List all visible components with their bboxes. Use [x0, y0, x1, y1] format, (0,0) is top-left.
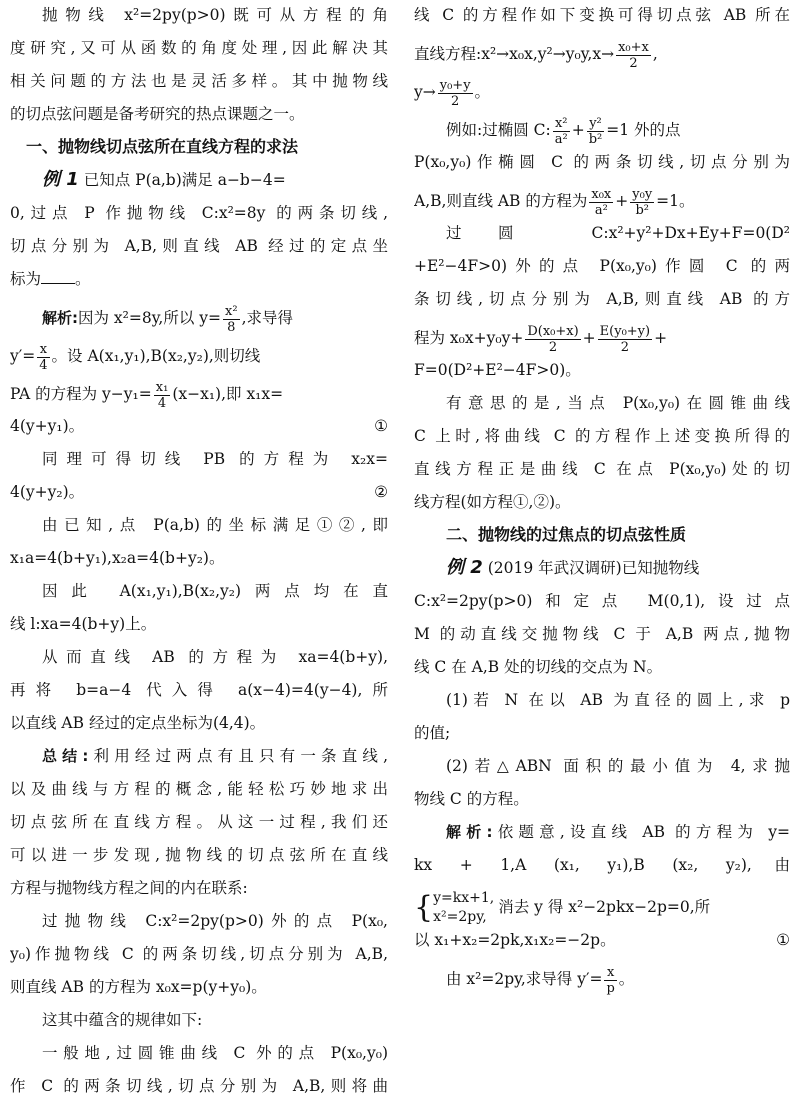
equation-number-1: ①: [374, 417, 388, 435]
frac-numerator: x₀x: [591, 186, 612, 202]
example-2-line-7: (2)若△ABN 面积的最小值为 4,求抛: [446, 757, 790, 775]
summary-line-7: y₀)作抛物线 C 的两条切线,切点分别为 A,B,: [10, 945, 388, 963]
transform-y-tail: 。: [474, 83, 491, 101]
solution-2-text-1: 依题意,设直线 AB 的方程为 y=: [492, 823, 790, 841]
example-1-text-1: 已知点 P(a,b)满足 a−b−4=: [83, 171, 286, 189]
solution-line-7: 由已知,点 P(a,b)的坐标满足①②,即: [42, 516, 388, 534]
solution-2-text-4: 以 x₁+x₂=2pk,x₁x₂=−2p。: [414, 931, 616, 949]
solution-2-line-1: [414, 821, 790, 843]
example-2-line-3: M 的动直线交抛物线 C 于 A,B 两点,抛物: [414, 625, 790, 643]
solution-2-text-3: 消去 y 得 x²−2pkx−2p=0,所: [498, 898, 711, 916]
frac-numerator: y²: [587, 116, 605, 132]
right-line-6: [414, 184, 790, 218]
right-line-4: [414, 113, 790, 147]
solution-line-9: 因此 A(x₁,y₁),B(x₂,y₂)两点均在直: [42, 582, 388, 600]
solution-line-5: 同理可得切线 PB 的方程为 x₂x=: [42, 450, 388, 468]
right-line-12: 有意思的是,当点 P(x₀,y₀)在圆锥曲线: [446, 394, 790, 412]
section-heading-2: 二、抛物线的过焦点的切点弦性质: [446, 525, 687, 544]
example-1-mark: 例 1: [42, 169, 79, 190]
summary-line-10: 一般地,过圆锥曲线 C 外的点 P(x₀,y₀): [42, 1044, 388, 1062]
solution-line-2: [10, 339, 388, 373]
frac-numerator: y₀+y: [439, 77, 471, 93]
solution-2-line-2: kx + 1,A (x₁, y₁),B (x₂, y₂),由: [414, 856, 790, 874]
intro-line-3: 相关问题的方法也是灵活多样。其中抛物线: [10, 72, 388, 90]
system-brace: {: [414, 890, 434, 925]
solution-2-line-4: [414, 929, 790, 951]
answer-blank: [41, 283, 75, 284]
solution-line-4: [10, 415, 388, 437]
solution-line-11: 从而直线 AB 的方程为 xa=4(b+y),: [42, 648, 388, 666]
transform-text-tail: ,: [652, 45, 658, 63]
intro-line-4: 的切点弦问题是备考研究的热点课题之一。: [10, 105, 305, 123]
right-line-10: [414, 321, 790, 355]
example-2-mark: 例 2: [446, 557, 483, 578]
fraction-D-term: [525, 324, 580, 355]
frac-denominator: a²: [594, 202, 608, 218]
plus-sign: +: [615, 192, 629, 210]
system-eq-2: x²=2py,: [433, 909, 487, 925]
equation-system: [433, 889, 494, 927]
frac-numerator: x: [604, 965, 616, 981]
frac-numerator: y₀y: [632, 186, 653, 202]
left-column: [10, 4, 388, 1108]
frac-numerator: x: [37, 342, 49, 358]
circle-chord-tail: +: [654, 329, 668, 347]
solution-text-4: 4(y+y₁)。: [10, 417, 85, 435]
circle-chord-text: 程为 x₀x+y₀y+: [414, 329, 524, 347]
transform-y-text: y→: [414, 83, 436, 101]
example-2-line-6: 的值;: [414, 724, 451, 742]
frac-denominator: p: [606, 980, 615, 996]
example-1-line-1: [10, 169, 388, 191]
plus-sign: +: [571, 121, 585, 139]
solution-line-12: 再将 b=a−4 代入得 a(x−4)=4(y−4),所: [10, 681, 388, 699]
summary-line-1: [10, 745, 388, 767]
example-2-line-1: [414, 557, 790, 579]
frac-denominator: b²: [588, 131, 603, 147]
frac-denominator: 8: [227, 319, 236, 335]
summary-line-5: 方程与抛物线方程之间的内在联系:: [10, 879, 248, 897]
solution-2-text-5: 由 x²=2py,求导得 y′=: [446, 970, 603, 988]
example-1-text-5: 。: [75, 270, 91, 288]
summary-text-1: 利用经过两点有且只有一条直线,: [88, 747, 388, 765]
solution-line-8: x₁a=4(b+y₁),x₂a=4(b+y₂)。: [10, 549, 225, 567]
fraction-E-term: [598, 324, 652, 355]
right-column: [414, 4, 790, 1000]
frac-denominator: 2: [629, 55, 638, 71]
intro-line-2: 度研究,又可从函数的角度处理,因此解决其: [10, 39, 388, 57]
right-line-3: [414, 75, 790, 109]
frac-denominator: 2: [548, 339, 558, 355]
frac-denominator: a²: [554, 131, 568, 147]
solution-2-label: 解析:: [446, 823, 493, 841]
summary-line-3: 切点弦所在直线方程。从这一过程,我们还: [10, 813, 388, 831]
summary-line-8: 则直线 AB 的方程为 x₀x=p(y+y₀)。: [10, 978, 267, 996]
solution-text-1: 因为 x²=8y,所以 y=: [78, 309, 222, 327]
example-1-line-3: 切点分别为 A,B,则直线 AB 经过的定点坐: [10, 237, 388, 255]
example-1-line-4: [10, 268, 388, 290]
section-heading-1: 一、抛物线切点弦所在直线方程的求法: [26, 137, 299, 156]
right-line-9: 条切线,切点分别为 A,B,则直线 AB 的方: [414, 290, 790, 308]
solution-label: 解析:: [42, 309, 78, 327]
frac-numerator: x²: [553, 116, 570, 132]
frac-denominator: 2: [620, 339, 630, 355]
fraction-x0x-over-a2: [589, 187, 613, 218]
example-2-line-8: 物线 C 的方程。: [414, 790, 529, 808]
frac-denominator: 2: [451, 93, 460, 109]
fraction-x-over-4: [37, 342, 49, 373]
example-2-text-1: (2019 年武汉调研)已知抛物线: [487, 559, 700, 577]
right-line-5: P(x₀,y₀)作椭圆 C 的两条切线,切点分别为: [414, 153, 790, 171]
solution-line-13: 以直线 AB 经过的定点坐标为(4,4)。: [10, 714, 266, 732]
equation-number-r1: ①: [776, 931, 790, 949]
transform-text: 直线方程:x²→x₀x,y²→y₀y,x→: [414, 45, 615, 63]
right-line-13: C 上时,将曲线 C 的方程作上述变换所得的: [414, 427, 790, 445]
fraction-x1-over-4: [154, 380, 171, 411]
summary-label: 总结:: [42, 747, 89, 765]
solution-2-text-5-tail: 。: [618, 970, 635, 988]
fraction-x-over-p: [604, 965, 616, 996]
solution-text-2-tail: 。设 A(x₁,y₁),B(x₂,y₂),则切线: [51, 347, 261, 365]
solution-2-line-3: [414, 887, 790, 927]
frac-numerator: E(y₀+y): [599, 323, 651, 339]
frac-numerator: D(x₀+x): [527, 323, 579, 339]
solution-text-3: PA 的方程为 y−y₁=: [10, 385, 152, 403]
fraction-x2-over-a2: [553, 116, 570, 147]
solution-text-1-tail: ,求导得: [241, 309, 294, 327]
solution-text-2: y′=: [10, 347, 36, 365]
summary-line-9: 这其中蕴含的规律如下:: [42, 1011, 203, 1029]
equation-number-2: ②: [374, 483, 388, 501]
solution-line-10: 线 l:xa=4(b+y)上。: [10, 615, 157, 633]
system-eq-1: y=kx+1,: [433, 890, 495, 906]
right-line-11: F=0(D²+E²−4F>0)。: [414, 361, 581, 379]
right-line-8: +E²−4F>0)外的点 P(x₀,y₀)作圆 C 的两: [414, 257, 790, 275]
frac-denominator: b²: [635, 202, 649, 218]
fraction-x2-over-8: [223, 304, 240, 335]
right-line-2: [414, 37, 790, 71]
summary-line-11: 作 C 的两条切线,切点分别为 A,B,则将曲: [10, 1077, 388, 1095]
intro-line-1: 抛物线 x²=2py(p>0)既可从方程的角: [42, 6, 388, 24]
right-line-15: 线方程(如方程①,②)。: [414, 493, 571, 511]
frac-denominator: 4: [39, 357, 48, 373]
ellipse-example-tail: =1 外的点: [606, 121, 681, 139]
plus-sign: +: [582, 329, 596, 347]
solution-line-6: [10, 481, 388, 503]
solution-line-3: [10, 377, 388, 411]
frac-denominator: 4: [157, 395, 167, 411]
chord-equation-tail: =1。: [656, 192, 695, 210]
summary-line-4: 可以进一步发现,抛物线的切点弦所在直线: [10, 846, 388, 864]
frac-numerator: x²: [225, 303, 238, 319]
fraction-y2-over-b2: [587, 116, 605, 147]
right-line-7: 过圆 C:x²+y²+Dx+Ey+F=0(D²: [446, 224, 790, 242]
frac-numerator: x₀+x: [618, 39, 649, 55]
example-2-line-4: 线 C 在 A,B 处的切线的交点为 N。: [414, 658, 663, 676]
fraction-x0-plus-x-over-2: [616, 40, 651, 71]
solution-text-3-tail: (x−x₁),即 x₁x=: [172, 385, 284, 403]
summary-line-6: 过抛物线 C:x²=2py(p>0)外的点 P(x₀,: [42, 912, 388, 930]
example-1-text-4: 标为: [10, 270, 42, 288]
frac-numerator: x₁: [155, 379, 169, 395]
right-line-1: 线 C 的方程作如下变换可得切点弦 AB 所在: [414, 6, 790, 24]
solution-line-1: [10, 301, 388, 335]
right-line-14: 直线方程正是曲线 C 在点 P(x₀,y₀)处的切: [414, 460, 790, 478]
ellipse-example-text: 例如:过椭圆 C:: [446, 121, 551, 139]
fraction-y0-plus-y-over-2: [438, 78, 473, 109]
example-2-line-5: (1)若 N 在以 AB 为直径的圆上,求 p: [446, 691, 790, 709]
example-2-line-2: C:x²=2py(p>0)和定点 M(0,1),设过点: [414, 592, 790, 610]
fraction-y0y-over-b2: [630, 187, 654, 218]
solution-2-line-5: [414, 962, 790, 996]
example-1-line-2: 0,过点 P 作抛物线 C:x²=8y 的两条切线,: [10, 204, 388, 222]
solution-text-6: 4(y+y₂)。: [10, 483, 85, 501]
summary-line-2: 以及曲线与方程的概念,能轻松巧妙地求出: [10, 780, 388, 798]
chord-equation-text: A,B,则直线 AB 的方程为: [414, 192, 588, 210]
